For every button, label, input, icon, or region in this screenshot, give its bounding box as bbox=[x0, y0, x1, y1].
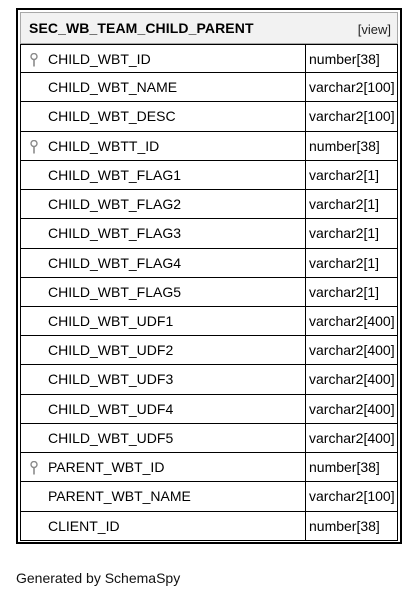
column-row bbox=[20, 132, 398, 161]
generator-credit: Generated by SchemaSpy bbox=[16, 570, 181, 586]
column-type: number[38] bbox=[309, 51, 380, 67]
column-type-cell bbox=[305, 453, 397, 481]
column-type: number[38] bbox=[309, 517, 380, 534]
column-type-cell bbox=[305, 161, 397, 189]
key-icon bbox=[30, 461, 38, 475]
column-type: varchar2[400] bbox=[309, 312, 395, 329]
column-type: varchar2[1] bbox=[309, 196, 380, 213]
column-type: number[38] bbox=[309, 137, 380, 154]
column-type-cell bbox=[305, 102, 397, 130]
column-type: varchar2[100] bbox=[309, 488, 395, 505]
column-type: varchar2[1] bbox=[309, 225, 380, 242]
column-type: varchar2[1] bbox=[309, 283, 380, 300]
column-name: CHILD_WBT_UDF5 bbox=[48, 429, 174, 446]
column-name: CHILD_WBT_UDF3 bbox=[48, 371, 174, 388]
column-type: varchar2[400] bbox=[309, 400, 395, 417]
column-row bbox=[20, 336, 398, 365]
column-row bbox=[20, 482, 398, 511]
column-type-cell bbox=[305, 424, 397, 452]
column-type-cell bbox=[305, 132, 397, 160]
column-type: number[38] bbox=[309, 459, 380, 476]
column-type-cell bbox=[305, 365, 397, 393]
column-name: CHILD_WBT_UDF4 bbox=[48, 400, 174, 417]
column-type: varchar2[100] bbox=[309, 79, 395, 96]
column-name: CHILD_WBT_FLAG4 bbox=[48, 254, 182, 271]
column-row bbox=[20, 395, 398, 424]
column-name: CHILD_WBT_DESC bbox=[48, 108, 176, 125]
column-row bbox=[20, 307, 398, 336]
column-name: CLIENT_ID bbox=[48, 517, 120, 534]
column-type: varchar2[400] bbox=[309, 371, 395, 388]
column-row bbox=[20, 161, 398, 190]
column-row bbox=[20, 512, 398, 541]
column-name: CHILD_WBTT_ID bbox=[48, 137, 160, 154]
key-icon bbox=[30, 140, 38, 154]
column-row bbox=[20, 73, 398, 102]
column-name: CHILD_WBT_FLAG3 bbox=[48, 225, 182, 242]
column-row bbox=[20, 424, 398, 453]
column-type-cell bbox=[305, 219, 397, 247]
column-name: CHILD_WBT_FLAG5 bbox=[48, 283, 182, 300]
column-name: CHILD_WBT_ID bbox=[48, 51, 151, 67]
column-row bbox=[20, 453, 398, 482]
column-row bbox=[20, 278, 398, 307]
column-type-cell bbox=[305, 482, 397, 510]
column-type-cell bbox=[305, 249, 397, 277]
column-type: varchar2[400] bbox=[309, 429, 395, 446]
column-list bbox=[20, 44, 398, 541]
column-row bbox=[20, 190, 398, 219]
table-box bbox=[16, 8, 402, 544]
column-name: PARENT_WBT_NAME bbox=[48, 488, 191, 505]
column-name: CHILD_WBT_FLAG2 bbox=[48, 196, 182, 213]
column-type-cell bbox=[305, 336, 397, 364]
column-type-cell bbox=[305, 278, 397, 306]
column-row bbox=[20, 365, 398, 394]
key-icon bbox=[30, 53, 38, 67]
column-type-cell bbox=[305, 190, 397, 218]
column-name: PARENT_WBT_ID bbox=[48, 459, 165, 476]
column-name: CHILD_WBT_UDF1 bbox=[48, 312, 174, 329]
table-header bbox=[20, 12, 398, 44]
column-name: CHILD_WBT_FLAG1 bbox=[48, 166, 182, 183]
column-row bbox=[20, 44, 398, 73]
column-type: varchar2[1] bbox=[309, 254, 380, 271]
column-type: varchar2[400] bbox=[309, 342, 395, 359]
column-type-cell bbox=[305, 307, 397, 335]
table-kind-label: [view] bbox=[357, 22, 391, 37]
column-row bbox=[20, 249, 398, 278]
column-name: CHILD_WBT_NAME bbox=[48, 79, 178, 96]
table-name: SEC_WB_TEAM_CHILD_PARENT bbox=[29, 20, 254, 36]
column-row bbox=[20, 219, 398, 248]
column-type-cell bbox=[305, 395, 397, 423]
column-type-cell bbox=[305, 73, 397, 101]
column-type: varchar2[1] bbox=[309, 166, 380, 183]
column-type-cell bbox=[305, 512, 397, 540]
column-row bbox=[20, 102, 398, 131]
column-type-cell bbox=[305, 45, 397, 72]
column-type: varchar2[100] bbox=[309, 108, 395, 125]
column-name: CHILD_WBT_UDF2 bbox=[48, 342, 174, 359]
